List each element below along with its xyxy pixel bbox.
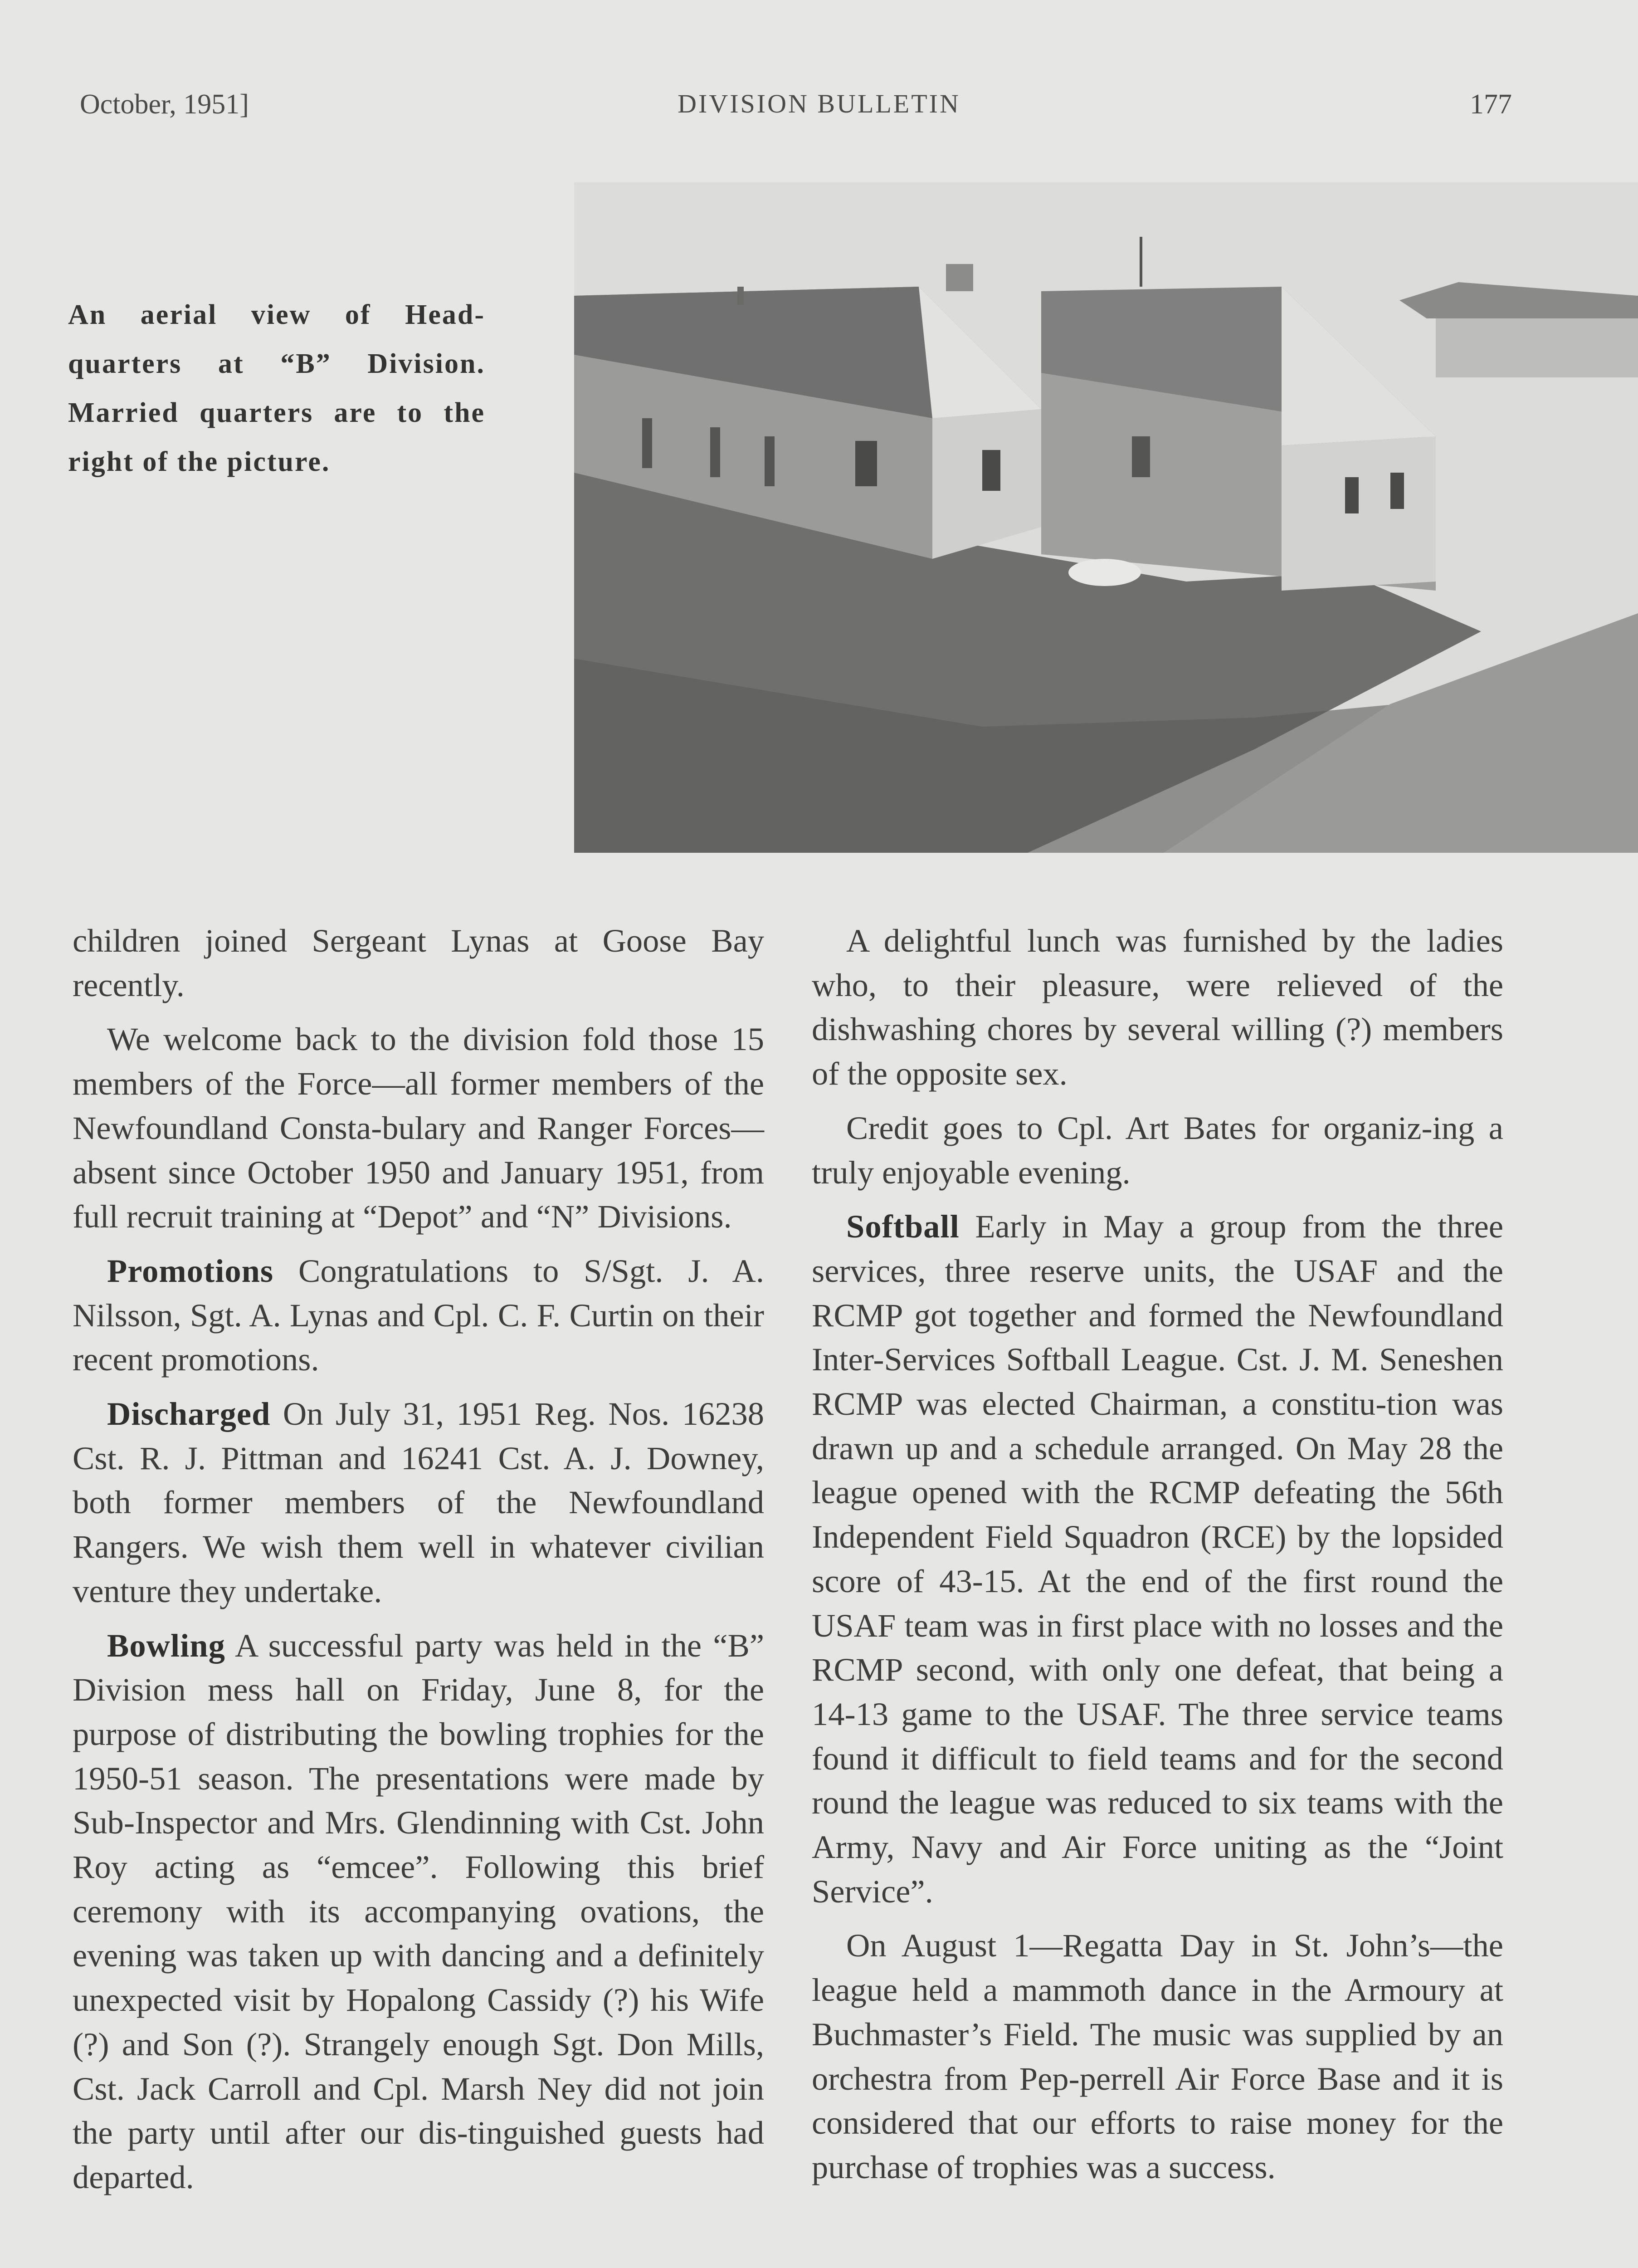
paragraph: We welcome back to the division fold those 15 members of the Force—all former members of the Newfoundland Consta-bulary and Ranger Forces—absent since October 1950 and January 1951, from full recruit training at “Depot” and “N” Divisions. xyxy=(73,1021,764,1235)
section-heading-discharged: Discharged xyxy=(107,1395,271,1432)
paragraph xyxy=(73,1392,764,1613)
right-column xyxy=(812,919,1503,2200)
paragraph-text: Congratulations to S/Sgt. J. A. Nilsson, Sgt. A. Lynas and Cpl. C. F. Curtin on their recent promotions. xyxy=(73,1252,764,1378)
left-column xyxy=(73,919,764,2209)
headquarters-photo xyxy=(574,182,1638,853)
paragraph: Credit goes to Cpl. Art Bates for organiz-ing a truly enjoyable evening. xyxy=(812,1109,1503,1191)
header-title: DIVISION BULLETIN xyxy=(678,89,960,118)
paragraph xyxy=(73,1623,764,2200)
paragraph: A delightful lunch was furnished by the ladies who, to their pleasure, were relieved of the dishwashing chores by several willing (?) members of the opposite sex. xyxy=(812,922,1503,1092)
paragraph-text: A successful party was held in the “B” Division mess hall on Friday, June 8, for the purpose of distributing the bowling trophies for the 1950-51 season. The presentations were made by Sub-Inspector and Mrs. Glendinning with Cst. John Roy acting as “emcee”. Following this brief ceremony with its accompanying ovations, the evening was taken up with dancing and a definitely unexpected visit by Hopalong Cassidy (?) his Wife (?) and Son (?). Strangely enough Sgt. Don Mills, Cst. Jack Carroll and Cpl. Marsh Ney did not join the party until after our dis-tinguished guests had departed. xyxy=(73,1627,764,2195)
section-heading-bowling: Bowling xyxy=(107,1627,225,1664)
header-date: October, 1951] xyxy=(80,89,249,120)
paragraph: children joined Sergeant Lynas at Goose Bay recently. xyxy=(73,922,764,1003)
section-heading-promotions: Promotions xyxy=(107,1252,274,1289)
paragraph-text: Early in May a group from the three services, three reserve units, the USAF and the RCMP got together and formed the Newfoundland Inter-Services Softball League. Cst. J. M. Seneshen RCMP was elected Chairman, a constitu-tion was drawn up and a schedule arranged. On May 28 the league opened with the RCMP defeating the 56th Independent Field Squadron (RCE) by the lopsided score of 43-15. At the end of the first round the USAF team was in first place with no losses and the RCMP second, with only one defeat, that being a 14-13 game to the USAF. The three service teams found it difficult to field teams and for the second round the league was reduced to six teams with the Army, Navy and Air Force uniting as the “Joint Service”. xyxy=(812,1208,1504,1910)
photo-caption: An aerial view of Head-quarters at “B” Division. Married quarters are to the right of the picture. xyxy=(68,299,485,477)
paragraph: On August 1—Regatta Day in St. John’s—the league held a mammoth dance in the Armoury at Buchmaster’s Field. The music was supplied by an orchestra from Pep-perrell Air Force Base and it is considered that our efforts to raise money for the purchase of trophies was a success. xyxy=(812,1927,1503,2185)
section-heading-softball: Softball xyxy=(846,1208,960,1245)
page-number: 177 xyxy=(1470,89,1512,120)
paragraph-text: On July 31, 1951 Reg. Nos. 16238 Cst. R. J. Pittman and 16241 Cst. A. J. Downey, both former members of the Newfoundland Rangers. We wish them well in whatever civilian venture they undertake. xyxy=(73,1395,764,1609)
paragraph xyxy=(73,1249,764,1382)
paragraph xyxy=(812,1204,1503,1913)
